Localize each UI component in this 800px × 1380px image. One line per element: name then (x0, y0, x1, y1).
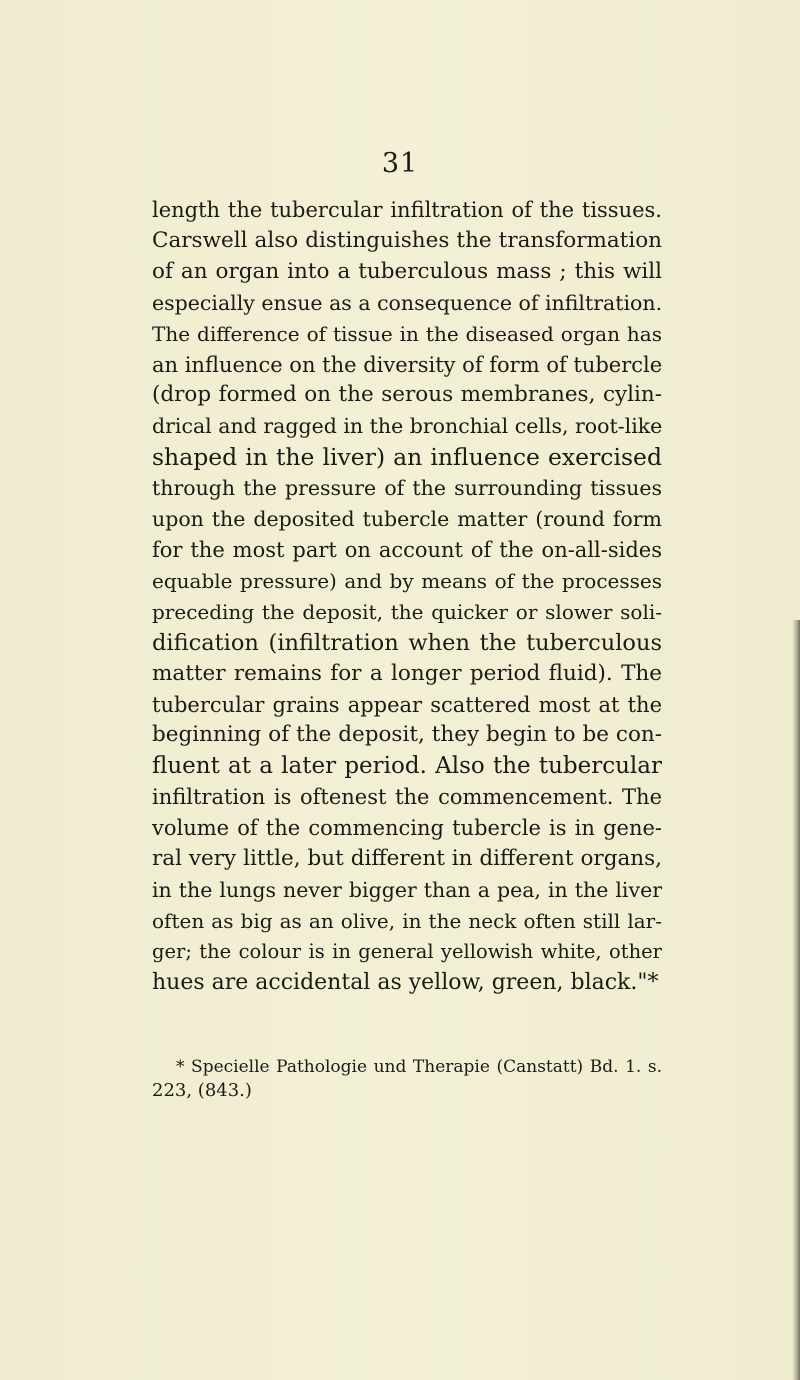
text-line: matter remains for a longer period fluid). The (152, 660, 662, 686)
text-line: (drop formed on the serous membranes, cylin- (152, 382, 662, 408)
text-line: The difference of tissue in the diseased organ has (152, 321, 662, 346)
text-line: in the lungs never bigger than a pea, in the liver (152, 877, 662, 902)
page-edge-shadow (792, 620, 800, 1380)
text-line: preceding the deposit, the quicker or slower soli- (152, 599, 662, 624)
text-line: tubercular grains appear scattered most at the (152, 692, 662, 717)
text-line: ral very little, but different in different organs, (152, 846, 662, 872)
text-line: dification (infiltration when the tuberculous (152, 629, 662, 656)
text-line: volume of the commencing tubercle is in gene- (152, 816, 662, 841)
text-line: shaped in the liver) an influence exercised (152, 443, 662, 472)
text-line: length the tubercular infiltration of the tissues. (152, 198, 662, 222)
text-line: through the pressure of the surrounding tissues (152, 476, 662, 501)
text-line: beginning of the deposit, they begin to be con- (152, 722, 662, 748)
text-line: drical and ragged in the bronchial cells, root-like (152, 414, 663, 439)
text-line: upon the deposited tubercle matter (round form (152, 507, 662, 532)
body-text (152, 195, 662, 999)
text-line: an influence on the diversity of form of tubercle (152, 352, 663, 377)
footnote-line: 223, (843.) (152, 1080, 252, 1101)
text-line: infiltration is oftenest the commencement. The (152, 785, 662, 810)
page-number: 31 (381, 148, 419, 179)
text-line: fluent at a later period. Also the tubercular (152, 753, 662, 780)
text-line: ger; the colour is in general yellowish white, other (152, 939, 662, 963)
text-line: hues are accidental as yellow, green, black."* (152, 969, 659, 995)
text-line: for the most part on account of the on-all-sides (152, 537, 662, 562)
text-line: often as big as an olive, in the neck often still lar- (152, 908, 662, 933)
text-line: equable pressure) and by means of the processes (152, 568, 662, 593)
footnote (152, 1055, 662, 1103)
text-line: especially ensue as a consequence of infiltration. (152, 290, 663, 315)
text-line: of an organ into a tuberculous mass ; this will (152, 258, 662, 284)
footnote-line: * Specielle Pathologie und Therapie (Canstatt) Bd. 1. s. (176, 1057, 662, 1077)
text-line: Carswell also distinguishes the transformation (152, 227, 662, 253)
